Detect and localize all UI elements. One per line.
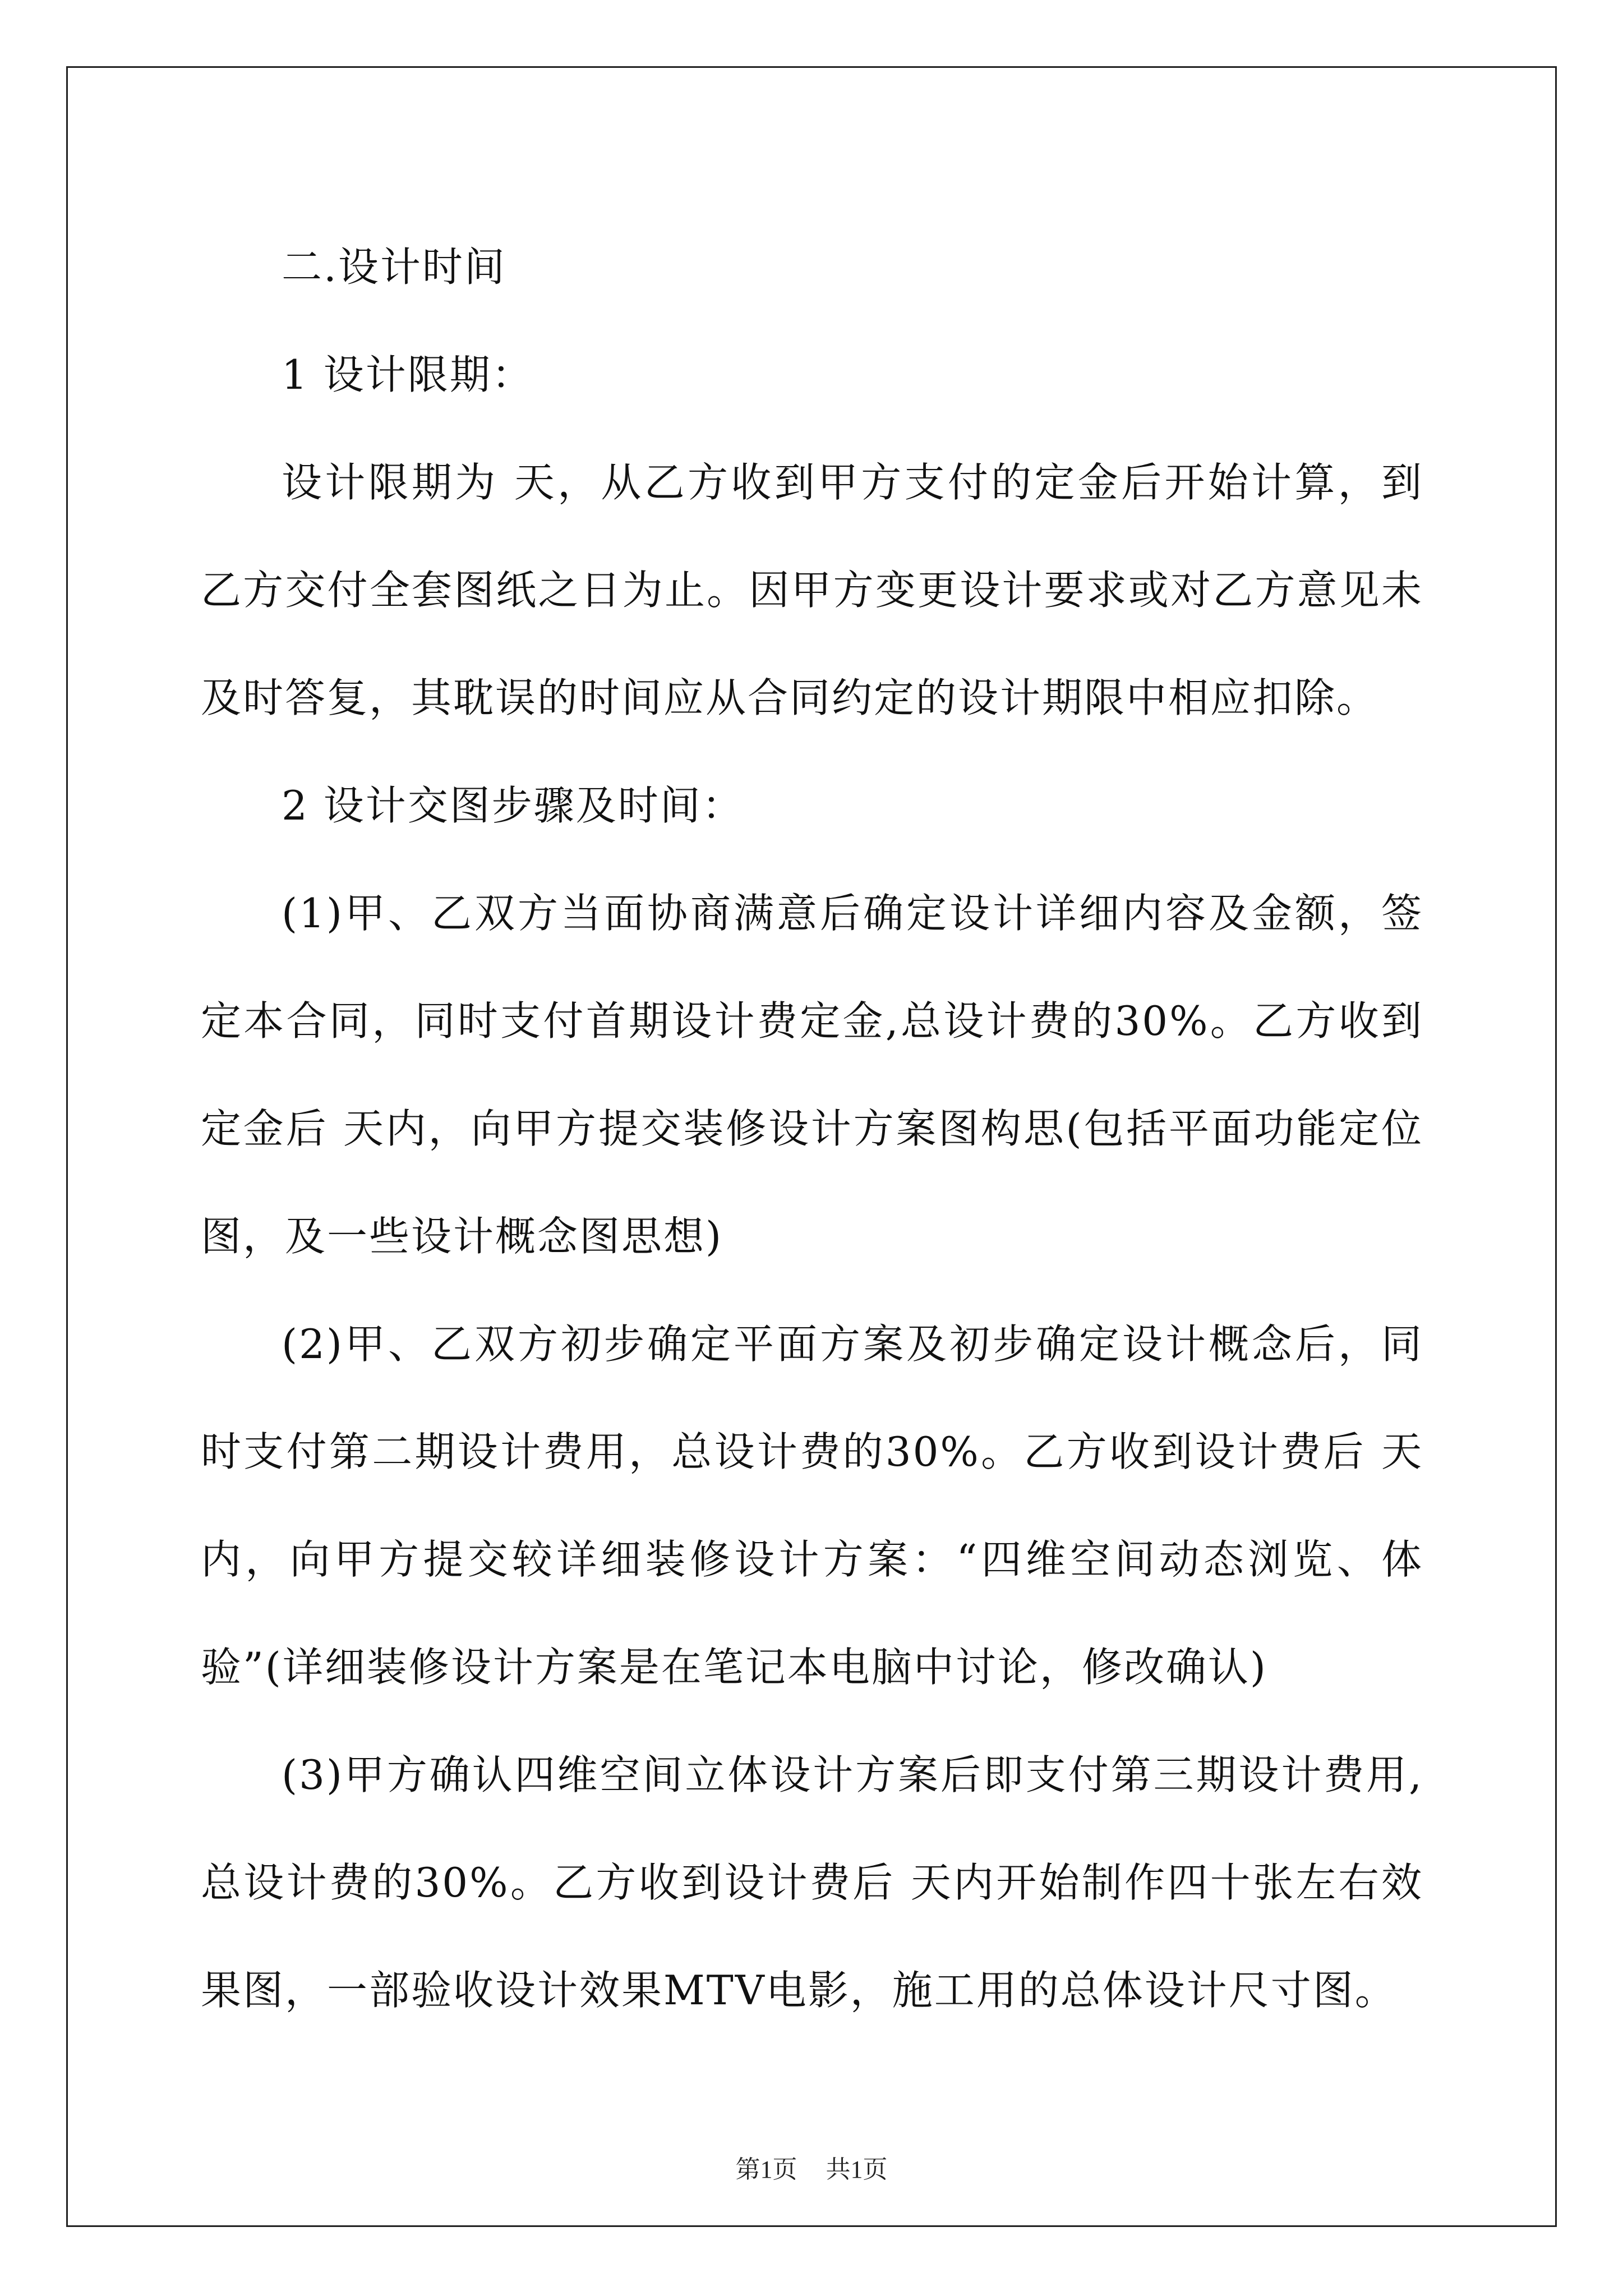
section-heading: 二.设计时间 <box>282 243 506 291</box>
page-footer <box>0 2153 1623 2187</box>
page-total: 共1页 <box>826 2156 888 2183</box>
subsection-heading: 2 设计交图步骤及时间： <box>282 782 744 829</box>
paragraph: 设计限期为 天，从乙方收到甲方支付的定金后开始计算，到乙方交付全套图纸之日为止。因甲方变更设计要求或对乙方意见未及时答复，其耽误的时间应从合同约定的设计期限中相应扣除。 <box>201 459 1423 721</box>
paragraph: (1)甲、乙双方当面协商满意后确定设计详细内容及金额，签定本合同，同时支付首期设计费定金,总设计费的30%。乙方收到定金后 天内，向甲方提交装修设计方案图构思(包括平面功能定位图，及一些设计概念图思想) <box>201 890 1423 1260</box>
paragraph: (2)甲、乙双方初步确定平面方案及初步确定设计概念后，同时支付第二期设计费用，总设计费的30%。乙方收到设计费后 天内，向甲方提交较详细装修设计方案：“四维空间动态浏览、体验”(详细装修设计方案是在笔记本电脑中讨论，修改确认) <box>201 1320 1423 1691</box>
paragraph: (3)甲方确认四维空间立体设计方案后即支付第三期设计费用,总设计费的30%。乙方收到设计费后 天内开始制作四十张左右效果图，一部验收设计效果MTV电影，施工用的总体设计尺寸图。 <box>201 1751 1423 2014</box>
page-number: 第1页 <box>735 2156 797 2183</box>
document-body <box>201 213 1423 2044</box>
subsection-heading: 1 设计限期： <box>282 351 534 398</box>
